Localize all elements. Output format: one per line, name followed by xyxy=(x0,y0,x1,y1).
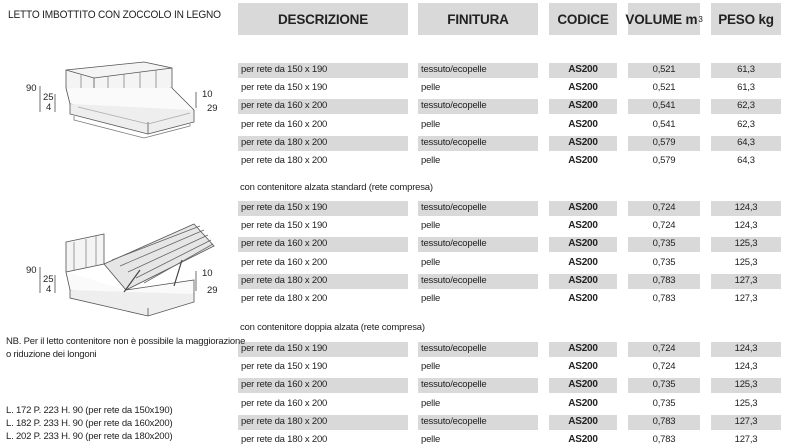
cell-volume: 0,521 xyxy=(652,64,676,75)
cell-peso: 62,3 xyxy=(737,100,755,112)
cell-finitura: pelle xyxy=(421,361,441,373)
bed1-side-bottom: 29 xyxy=(207,103,218,114)
cell-volume: 0,735 xyxy=(652,397,676,409)
cell-descrizione: per rete da 150 x 190 xyxy=(241,343,328,354)
section-heading: con contenitore doppia alzata (rete compresa) xyxy=(240,322,425,333)
cell-finitura: tessuto/ecopelle xyxy=(421,415,487,427)
header-finitura-label: FINITURA xyxy=(447,11,509,27)
section-heading: con contenitore alzata standard (rete compresa) xyxy=(240,182,433,193)
cell-volume: 0,724 xyxy=(652,343,676,354)
cell-peso: 127,3 xyxy=(734,434,758,445)
cell-volume: 0,724 xyxy=(652,202,676,213)
bed1-height-total: 90 xyxy=(26,83,37,94)
bed2-height-base: 4 xyxy=(46,284,52,295)
cell-codice: AS200 xyxy=(568,202,598,213)
cell-volume: 0,579 xyxy=(652,136,676,148)
cell-descrizione: per rete da 150 x 190 xyxy=(241,64,328,75)
cell-descrizione: per rete da 160 x 200 xyxy=(241,397,328,409)
cell-volume: 0,724 xyxy=(652,361,676,373)
cell-codice: AS200 xyxy=(568,397,598,409)
cell-peso: 125,3 xyxy=(734,397,758,409)
cell-peso: 62,3 xyxy=(737,118,755,130)
cell-finitura: pelle xyxy=(421,293,441,304)
cell-peso: 64,3 xyxy=(737,155,755,166)
cell-peso: 124,3 xyxy=(734,343,758,354)
cell-codice: AS200 xyxy=(568,415,598,427)
header-volume xyxy=(625,3,703,35)
header-peso xyxy=(711,3,781,35)
cell-codice: AS200 xyxy=(568,82,598,94)
cell-volume: 0,521 xyxy=(652,82,676,94)
header-descrizione-label: DESCRIZIONE xyxy=(277,11,369,27)
cell-volume: 0,735 xyxy=(652,238,676,250)
cell-codice: AS200 xyxy=(568,136,598,148)
bed2-height-total: 90 xyxy=(26,265,37,276)
cell-descrizione: per rete da 180 x 200 xyxy=(241,274,328,286)
cell-volume: 0,783 xyxy=(652,434,676,445)
cell-peso: 125,3 xyxy=(734,256,758,268)
header-peso-label: PESO kg xyxy=(718,11,774,27)
cell-finitura: tessuto/ecopelle xyxy=(421,343,487,354)
cell-finitura: tessuto/ecopelle xyxy=(421,136,487,148)
size-line-3: L. 202 P. 233 H. 90 (per rete da 180x200) xyxy=(6,431,173,442)
cell-finitura: tessuto/ecopelle xyxy=(421,238,487,250)
cell-codice: AS200 xyxy=(568,64,598,75)
cell-peso: 127,3 xyxy=(734,293,758,304)
cell-volume: 0,541 xyxy=(652,100,676,112)
cell-peso: 127,3 xyxy=(734,274,758,286)
cell-descrizione: per rete da 160 x 200 xyxy=(241,379,328,391)
header-finitura xyxy=(418,3,538,35)
cell-volume: 0,579 xyxy=(652,155,676,166)
cell-peso: 125,3 xyxy=(734,379,758,391)
cell-finitura: tessuto/ecopelle xyxy=(421,100,487,112)
cell-finitura: tessuto/ecopelle xyxy=(421,202,487,213)
cell-volume: 0,541 xyxy=(652,118,676,130)
cell-peso: 61,3 xyxy=(737,82,755,94)
cell-finitura: pelle xyxy=(421,256,441,268)
size-line-1: L. 172 P. 223 H. 90 (per rete da 150x190) xyxy=(6,405,173,416)
size-line-2: L. 182 P. 233 H. 90 (per rete da 160x200) xyxy=(6,418,173,429)
bed1-height-base: 4 xyxy=(46,102,52,113)
cell-codice: AS200 xyxy=(568,343,598,354)
cell-descrizione: per rete da 150 x 190 xyxy=(241,202,328,213)
cell-descrizione: per rete da 150 x 190 xyxy=(241,220,328,232)
cell-finitura: tessuto/ecopelle xyxy=(421,379,487,391)
cell-codice: AS200 xyxy=(568,238,598,250)
cell-volume: 0,783 xyxy=(652,293,676,304)
cell-volume: 0,735 xyxy=(652,379,676,391)
bed2-dimension-lines-icon xyxy=(36,265,216,305)
bed1-dimension-lines-icon xyxy=(36,84,216,124)
cell-codice: AS200 xyxy=(568,361,598,373)
header-codice-label: CODICE xyxy=(557,11,609,27)
cell-descrizione: per rete da 150 x 190 xyxy=(241,82,328,94)
cell-finitura: pelle xyxy=(421,220,441,232)
cell-descrizione: per rete da 180 x 200 xyxy=(241,136,328,148)
cell-descrizione: per rete da 160 x 200 xyxy=(241,238,328,250)
cell-peso: 124,3 xyxy=(734,361,758,373)
cell-finitura: pelle xyxy=(421,118,441,130)
cell-codice: AS200 xyxy=(568,155,598,166)
cell-descrizione: per rete da 160 x 200 xyxy=(241,100,328,112)
cell-descrizione: per rete da 180 x 200 xyxy=(241,415,328,427)
cell-codice: AS200 xyxy=(568,274,598,286)
header-volume-label: VOLUME m xyxy=(625,11,698,27)
bed2-side-top: 10 xyxy=(202,268,213,279)
cell-peso: 124,3 xyxy=(734,202,758,213)
cell-codice: AS200 xyxy=(568,220,598,232)
bed2-height-mid: 25 xyxy=(43,274,54,285)
cell-peso: 124,3 xyxy=(734,220,758,232)
bed2-side-bottom: 29 xyxy=(207,285,218,296)
cell-finitura: pelle xyxy=(421,397,441,409)
page-title: LETTO IMBOTTITO CON ZOCCOLO IN LEGNO xyxy=(8,9,221,21)
cell-descrizione: per rete da 180 x 200 xyxy=(241,434,328,445)
header-volume-superscript: 3 xyxy=(698,14,703,24)
cell-peso: 127,3 xyxy=(734,415,758,427)
cell-volume: 0,783 xyxy=(652,274,676,286)
cell-descrizione: per rete da 180 x 200 xyxy=(241,155,328,166)
cell-descrizione: per rete da 160 x 200 xyxy=(241,118,328,130)
cell-finitura: pelle xyxy=(421,434,441,445)
header-codice xyxy=(549,3,617,35)
cell-codice: AS200 xyxy=(568,118,598,130)
cell-descrizione: per rete da 160 x 200 xyxy=(241,256,328,268)
cell-descrizione: per rete da 180 x 200 xyxy=(241,293,328,304)
cell-volume: 0,735 xyxy=(652,256,676,268)
bed1-side-top: 10 xyxy=(202,89,213,100)
cell-codice: AS200 xyxy=(568,293,598,304)
header-descrizione xyxy=(238,3,408,35)
cell-finitura: tessuto/ecopelle xyxy=(421,64,487,75)
cell-finitura: pelle xyxy=(421,82,441,94)
cell-descrizione: per rete da 150 x 190 xyxy=(241,361,328,373)
bed1-height-mid: 25 xyxy=(43,92,54,103)
cell-codice: AS200 xyxy=(568,379,598,391)
cell-finitura: tessuto/ecopelle xyxy=(421,274,487,286)
note-line-1: NB. Per il letto contenitore non è possibile la maggiorazione xyxy=(6,336,246,347)
cell-finitura: pelle xyxy=(421,155,441,166)
note-line-2: o riduzione dei longoni xyxy=(6,349,97,360)
cell-volume: 0,724 xyxy=(652,220,676,232)
cell-peso: 61,3 xyxy=(737,64,755,75)
cell-volume: 0,783 xyxy=(652,415,676,427)
cell-codice: AS200 xyxy=(568,256,598,268)
cell-codice: AS200 xyxy=(568,434,598,445)
cell-codice: AS200 xyxy=(568,100,598,112)
cell-peso: 64,3 xyxy=(737,136,755,148)
cell-peso: 125,3 xyxy=(734,238,758,250)
